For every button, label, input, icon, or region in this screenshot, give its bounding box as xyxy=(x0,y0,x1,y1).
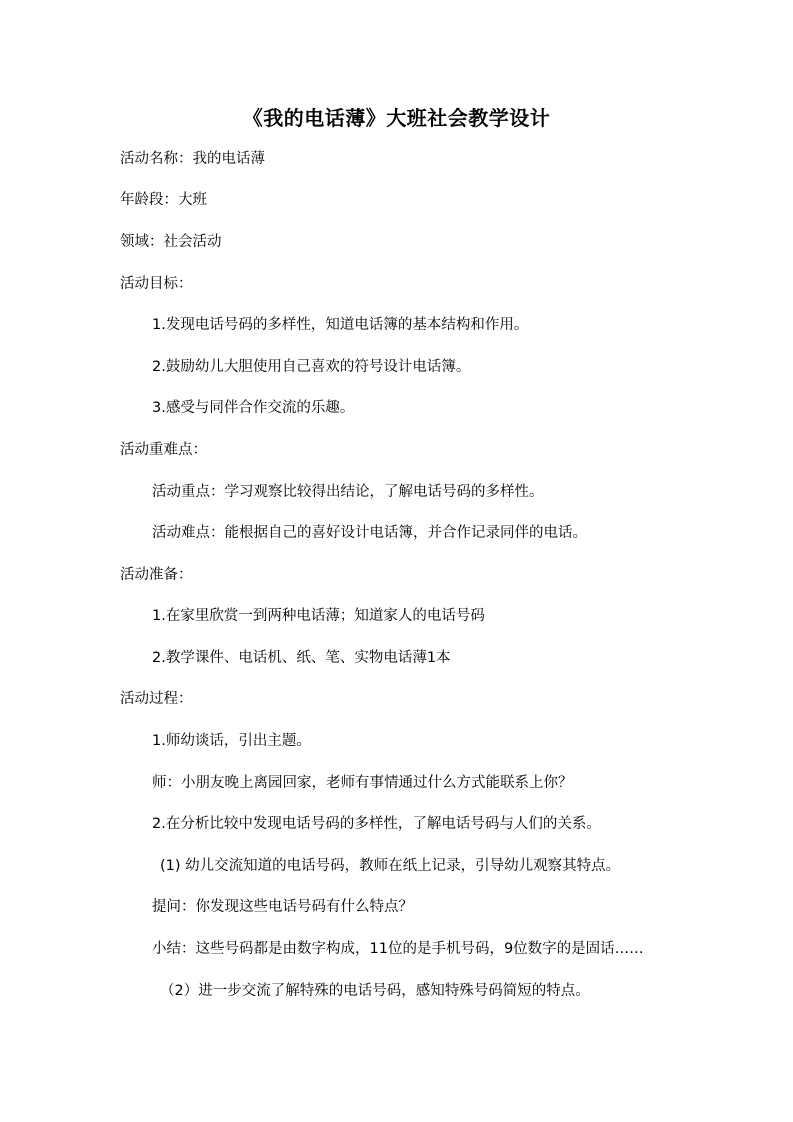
preparation-item: 1.在家里欣赏一到两种电话薄；知道家人的电话号码 xyxy=(152,608,485,624)
goal-item: 1.发现电话号码的多样性，知道电话簿的基本结构和作用。 xyxy=(152,317,529,333)
preparation-item: 2.教学课件、电话机、纸、笔、实物电话薄1本 xyxy=(152,650,451,666)
section-heading-preparation: 活动准备： xyxy=(120,567,193,583)
domain-field: 领域：社会活动 xyxy=(120,234,222,250)
document-title: 《我的电话薄》大班社会教学设计 xyxy=(242,106,551,130)
process-text: 提问：你发现这些电话号码有什么特点？ xyxy=(152,899,413,915)
goal-item: 2.鼓励幼儿大胆使用自己喜欢的符号设计电话簿。 xyxy=(152,359,471,375)
section-heading-key-points: 活动重难点： xyxy=(120,442,207,458)
section-heading-process: 活动过程： xyxy=(120,691,193,707)
goal-item: 3.感受与同伴合作交流的乐趣。 xyxy=(152,400,355,416)
process-substep: (1) 幼儿交流知道的电话号码，教师在纸上记录，引导幼儿观察其特点。 xyxy=(160,858,621,874)
process-summary: 小结：这些号码都是由数字构成，11位的是手机号码，9位数字的是固话…… xyxy=(152,941,644,957)
difficult-point: 活动难点：能根据自己的喜好设计电话簿，并合作记录同伴的电话。 xyxy=(152,525,587,541)
process-step: 1.师幼谈话，引出主题。 xyxy=(152,733,311,749)
activity-name: 活动名称：我的电话薄 xyxy=(120,151,265,167)
process-text: 师：小朋友晚上离园回家，老师有事情通过什么方式能联系上你？ xyxy=(152,775,573,791)
age-group: 年龄段：大班 xyxy=(120,192,207,208)
section-heading-goals: 活动目标： xyxy=(120,276,193,292)
key-point: 活动重点：学习观察比较得出结论，了解电话号码的多样性。 xyxy=(152,484,544,500)
process-step: 2.在分析比较中发现电话号码的多样性，了解电话号码与人们的关系。 xyxy=(152,816,601,832)
process-substep: （2）进一步交流了解特殊的电话号码，感知特殊号码简短的特点。 xyxy=(160,983,590,999)
